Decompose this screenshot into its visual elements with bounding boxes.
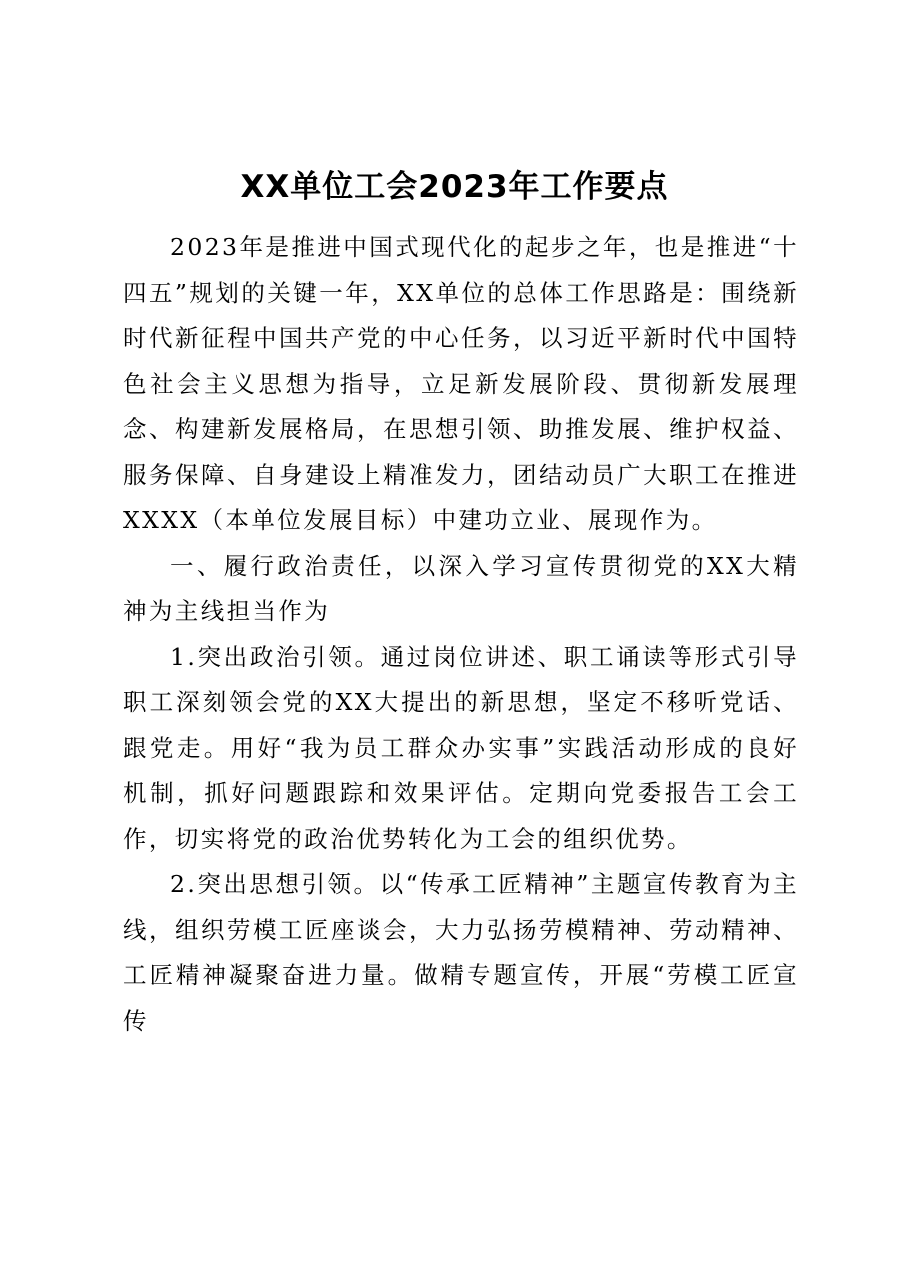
document-body: [123, 225, 799, 1044]
section-heading-1: 一、履行政治责任，以深入学习宣传贯彻党的XX大精神为主线担当作为: [123, 551, 799, 625]
item-2-paragraph: 2.突出思想引领。以“传承工匠精神”主题宣传教育为主线，组织劳模工匠座谈会，大力弘扬劳模精神、劳动精神、工匠精神凝聚奋进力量。做精专题宣传，开展“劳模工匠宣传: [123, 870, 799, 1035]
intro-paragraph: 2023年是推进中国式现代化的起步之年，也是推进“十四五”规划的关键一年，XX单位的总体工作思路是：围绕新时代新征程中国共产党的中心任务，以习近平新时代中国特色社会主义思想为指导，立足新发展阶段、贯彻新发展理念、构建新发展格局，在思想引领、助推发展、维护权益、服务保障、自身建设上精准发力，团结动员广大职工在推进XXXX（本单位发展目标）中建功立业、展现作为。: [123, 233, 799, 534]
document-title: XX单位工会2023年工作要点: [240, 169, 669, 205]
item-1-paragraph: 1.突出政治引领。通过岗位讲述、职工诵读等形式引导职工深刻领会党的XX大提出的新思想，坚定不移听党话、跟党走。用好“我为员工群众办实事”实践活动形成的良好机制，抓好问题跟踪和效果评估。定期向党委报告工会工作，切实将党的政治优势转化为工会的组织优势。: [123, 642, 799, 853]
